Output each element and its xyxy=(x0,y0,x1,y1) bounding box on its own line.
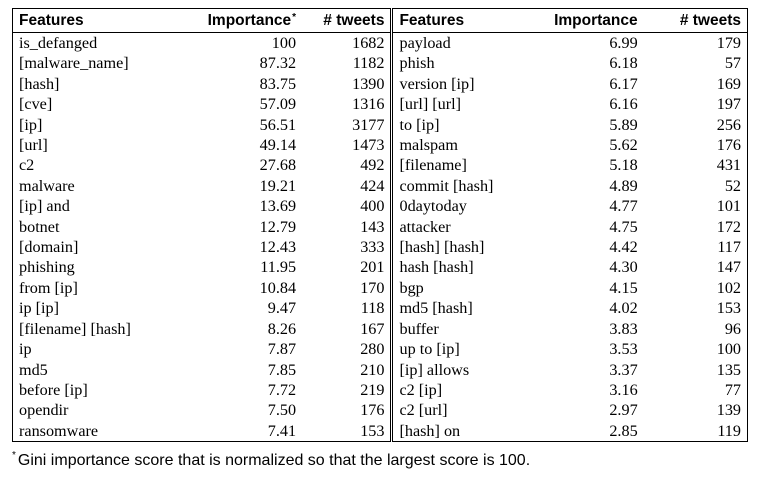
table-row xyxy=(13,380,748,400)
table-header-row xyxy=(13,9,748,33)
footnote-marker: * xyxy=(292,12,297,23)
table-row xyxy=(13,196,748,216)
table-row xyxy=(13,115,748,135)
tweets-cell: 424 xyxy=(302,176,392,196)
tweets-cell: 169 xyxy=(644,74,748,94)
tweets-cell: 179 xyxy=(644,33,748,54)
table-row xyxy=(13,237,748,257)
feature-cell: malware xyxy=(13,176,163,196)
feature-cell: md5 [hash] xyxy=(399,299,473,318)
tweets-cell: 77 xyxy=(644,380,748,400)
feature-cell: to [ip] xyxy=(399,115,440,134)
feature-cell: hash [hash] xyxy=(399,258,474,277)
feature-cell: version [ip] xyxy=(399,74,475,93)
feature-cell: [filename] xyxy=(399,156,467,175)
table-row xyxy=(13,74,748,94)
feature-cell: phish xyxy=(399,54,435,73)
feature-cell: up to [ip] xyxy=(399,340,460,359)
table-footnote xyxy=(12,452,530,470)
tweets-cell: 1390 xyxy=(302,74,392,94)
feature-cell: [hash] [hash] xyxy=(399,238,485,257)
importance-cell: 9.47 xyxy=(267,299,297,318)
tweets-cell: 219 xyxy=(302,380,392,400)
table-row xyxy=(13,217,748,237)
feature-cell: buffer xyxy=(399,319,439,338)
table-row xyxy=(13,53,748,73)
importance-cell: 7.72 xyxy=(267,380,297,399)
importance-cell: 57.09 xyxy=(259,95,297,114)
importance-cell: 19.21 xyxy=(259,176,297,195)
tweets-cell: 153 xyxy=(644,298,748,318)
table-row xyxy=(13,176,748,196)
importance-cell: 4.30 xyxy=(609,258,638,277)
feature-cell: [malware_name] xyxy=(13,53,163,73)
feature-cell: ransomware xyxy=(13,421,163,442)
feature-cell: botnet xyxy=(13,217,163,237)
feature-cell: [ip] xyxy=(13,115,163,135)
header-importance-right: Importance xyxy=(524,9,644,33)
importance-cell: 7.50 xyxy=(267,401,297,420)
tweets-cell: 57 xyxy=(644,53,748,73)
importance-cell: 4.75 xyxy=(609,217,638,236)
importance-cell: 27.68 xyxy=(259,156,297,175)
header-tweets-left: # tweets xyxy=(302,9,392,33)
tweets-cell: 210 xyxy=(302,360,392,380)
header-importance-left xyxy=(162,9,302,33)
tweets-cell: 101 xyxy=(644,196,748,216)
importance-cell: 100 xyxy=(271,34,297,52)
tweets-cell: 280 xyxy=(302,339,392,359)
tweets-cell: 52 xyxy=(644,176,748,196)
tweets-cell: 1473 xyxy=(302,135,392,155)
tweets-cell: 256 xyxy=(644,115,748,135)
tweets-cell: 119 xyxy=(644,421,748,442)
tweets-cell: 167 xyxy=(302,319,392,339)
importance-cell: 7.85 xyxy=(267,360,297,379)
table-row xyxy=(13,360,748,380)
importance-cell: 10.84 xyxy=(259,278,297,297)
table-body xyxy=(13,33,748,442)
tweets-cell: 1182 xyxy=(302,53,392,73)
feature-cell: [hash] xyxy=(13,74,163,94)
feature-cell: ip xyxy=(13,339,163,359)
feature-cell: c2 xyxy=(13,155,163,175)
importance-cell: 6.16 xyxy=(609,95,638,114)
importance-cell: 3.53 xyxy=(609,340,638,359)
feature-cell: [cve] xyxy=(13,94,163,114)
feature-cell: [domain] xyxy=(13,237,163,257)
table-row xyxy=(13,33,748,54)
feature-cell: [ip] and xyxy=(13,196,163,216)
tweets-cell: 100 xyxy=(644,339,748,359)
tweets-cell: 170 xyxy=(302,278,392,298)
feature-cell: 0daytoday xyxy=(399,197,467,216)
importance-cell: 4.77 xyxy=(609,197,638,216)
importance-cell: 11.95 xyxy=(260,258,297,277)
importance-cell: 49.14 xyxy=(259,136,297,155)
table-row xyxy=(13,135,748,155)
feature-cell: md5 xyxy=(13,360,163,380)
importance-cell: 56.51 xyxy=(259,115,297,134)
feature-cell: [url] xyxy=(13,135,163,155)
tweets-cell: 117 xyxy=(644,237,748,257)
tweets-cell: 1682 xyxy=(302,33,392,54)
tweets-cell: 201 xyxy=(302,257,392,277)
feature-cell: is_defanged xyxy=(13,33,163,54)
tweets-cell: 333 xyxy=(302,237,392,257)
tweets-cell: 3177 xyxy=(302,115,392,135)
table-row xyxy=(13,257,748,277)
tweets-cell: 153 xyxy=(302,421,392,442)
feature-cell: from [ip] xyxy=(13,278,163,298)
importance-cell: 4.15 xyxy=(609,278,638,297)
feature-cell: phishing xyxy=(13,257,163,277)
importance-cell: 5.89 xyxy=(609,115,638,134)
importance-cell: 3.37 xyxy=(609,360,638,379)
importance-cell: 7.87 xyxy=(267,340,297,359)
tweets-cell: 176 xyxy=(302,400,392,420)
importance-cell: 2.85 xyxy=(524,421,644,442)
table-row xyxy=(13,298,748,318)
footnote-mark: * xyxy=(12,450,16,461)
feature-importance-table xyxy=(12,8,748,442)
feature-cell: [filename] [hash] xyxy=(13,319,163,339)
header-importance-left-label: Importance xyxy=(207,12,292,29)
table-row xyxy=(13,94,748,114)
feature-cell: malspam xyxy=(399,136,458,155)
feature-cell: attacker xyxy=(399,217,451,236)
importance-cell: 4.42 xyxy=(609,238,638,257)
tweets-cell: 492 xyxy=(302,155,392,175)
tweets-cell: 96 xyxy=(644,319,748,339)
table-row xyxy=(13,319,748,339)
feature-cell: bgp xyxy=(399,278,424,297)
tweets-cell: 139 xyxy=(644,400,748,420)
importance-cell: 12.79 xyxy=(259,217,297,236)
header-features-right: Features xyxy=(392,9,524,33)
importance-cell: 5.62 xyxy=(609,136,638,155)
importance-cell: 8.26 xyxy=(267,319,297,338)
tweets-cell: 102 xyxy=(644,278,748,298)
feature-cell: c2 [url] xyxy=(399,401,448,420)
importance-cell: 2.97 xyxy=(609,401,638,420)
tweets-cell: 1316 xyxy=(302,94,392,114)
importance-cell: 6.18 xyxy=(609,54,638,73)
tweets-cell: 143 xyxy=(302,217,392,237)
importance-cell: 3.83 xyxy=(609,319,638,338)
feature-cell: [url] [url] xyxy=(399,95,462,114)
importance-cell: 12.43 xyxy=(259,238,297,257)
importance-cell: 4.89 xyxy=(609,176,638,195)
importance-cell: 6.17 xyxy=(609,74,638,93)
tweets-cell: 400 xyxy=(302,196,392,216)
importance-cell: 7.41 xyxy=(162,421,302,442)
importance-cell: 5.18 xyxy=(609,156,638,175)
feature-cell: [hash] on xyxy=(392,421,524,442)
table-row xyxy=(13,278,748,298)
importance-cell: 87.32 xyxy=(259,54,297,73)
feature-cell: ip [ip] xyxy=(13,298,163,318)
tweets-cell: 431 xyxy=(644,155,748,175)
header-tweets-right: # tweets xyxy=(644,9,748,33)
table-row xyxy=(13,400,748,420)
feature-cell: c2 [ip] xyxy=(399,380,443,399)
feature-cell: commit [hash] xyxy=(399,176,494,195)
tweets-cell: 135 xyxy=(644,360,748,380)
feature-cell: opendir xyxy=(13,400,163,420)
importance-cell: 6.99 xyxy=(609,34,638,52)
tweets-cell: 197 xyxy=(644,94,748,114)
header-features-left: Features xyxy=(13,9,163,33)
table-row xyxy=(13,339,748,359)
footnote-text: Gini importance score that is normalized so that the largest score is 100. xyxy=(17,452,531,469)
tweets-cell: 172 xyxy=(644,217,748,237)
importance-cell: 3.16 xyxy=(609,380,638,399)
feature-cell: payload xyxy=(399,34,451,52)
tweets-cell: 176 xyxy=(644,135,748,155)
feature-cell: [ip] allows xyxy=(399,360,470,379)
table-row xyxy=(13,155,748,175)
table-row xyxy=(13,421,748,442)
importance-cell: 4.02 xyxy=(609,299,638,318)
importance-cell: 83.75 xyxy=(259,74,297,93)
tweets-cell: 118 xyxy=(302,298,392,318)
feature-cell: before [ip] xyxy=(13,380,163,400)
importance-cell: 13.69 xyxy=(259,197,297,216)
tweets-cell: 147 xyxy=(644,257,748,277)
